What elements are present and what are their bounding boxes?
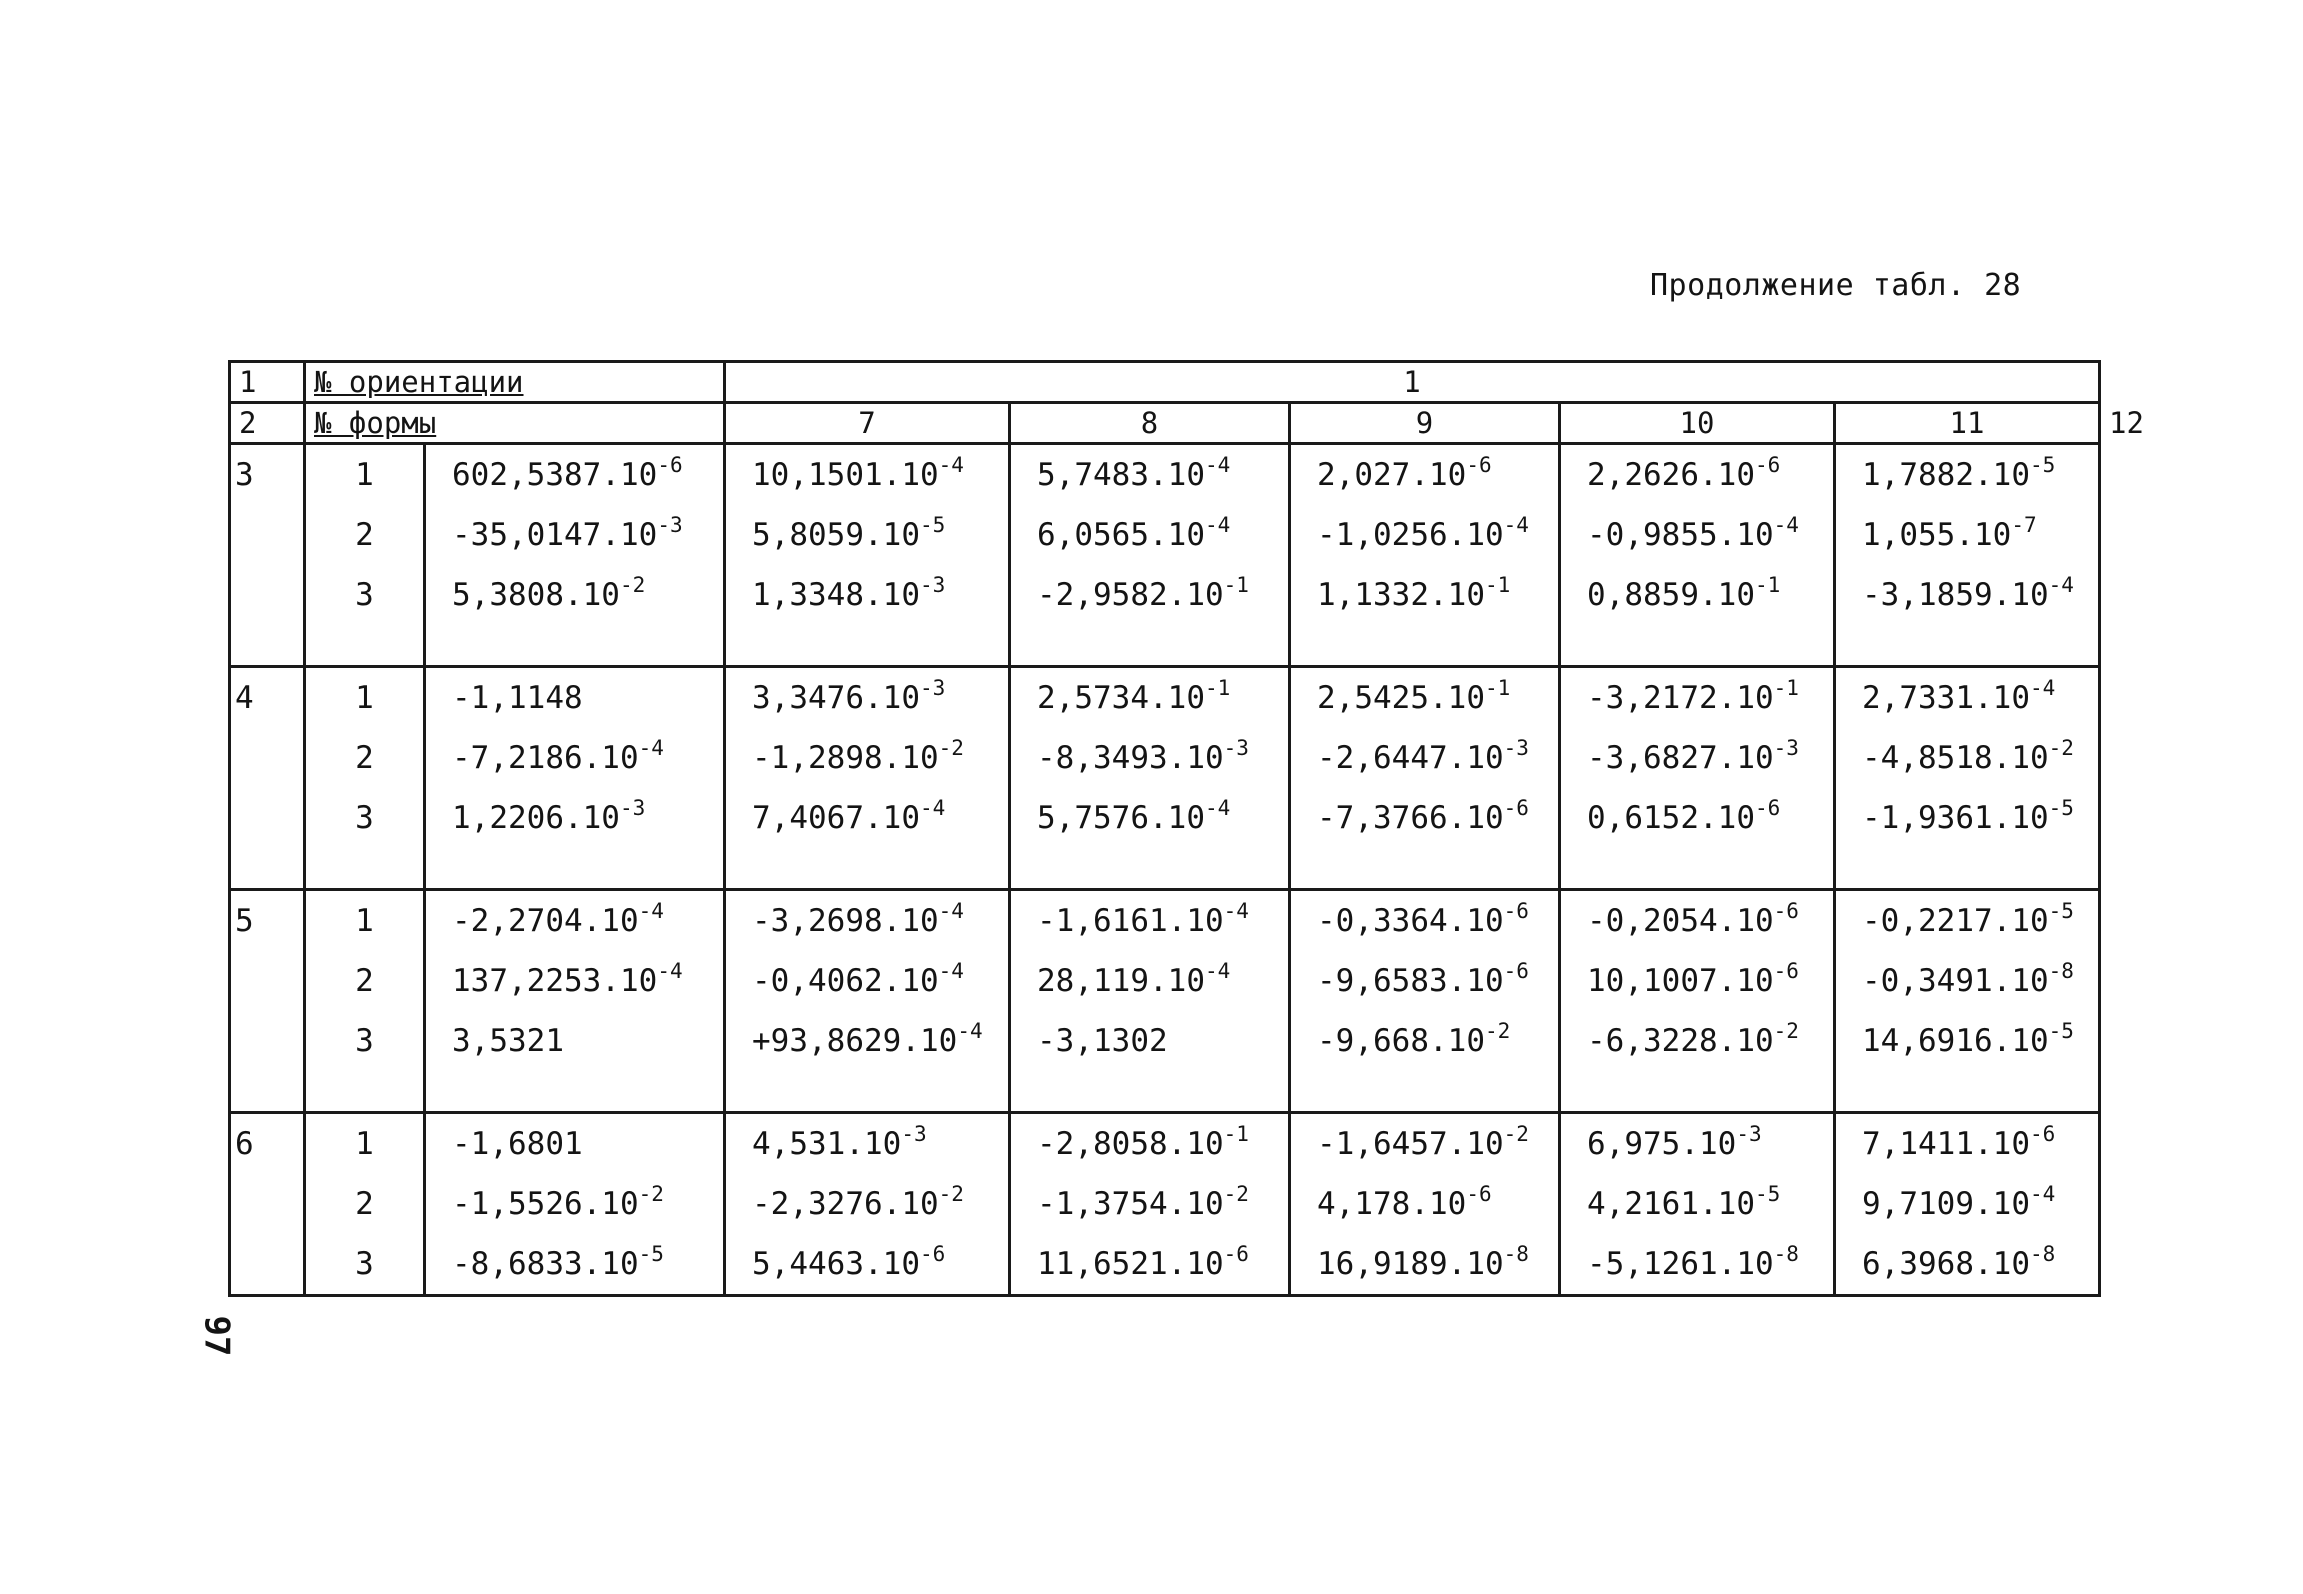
exponent: -6 xyxy=(1755,796,1781,820)
mantissa: -1,3754.10 xyxy=(1037,1186,1224,1222)
value-column-10 xyxy=(1290,890,1560,1113)
value-cell xyxy=(426,1234,723,1294)
exponent: -3 xyxy=(657,513,683,537)
form-number: 2 xyxy=(355,517,374,553)
exponent: -5 xyxy=(2048,899,2074,923)
value-cell xyxy=(726,565,1008,625)
value-cell xyxy=(726,788,1008,848)
mantissa: 7,1411.10 xyxy=(1862,1126,2030,1162)
mantissa: -1,5526.10 xyxy=(452,1186,639,1222)
exponent: -8 xyxy=(2030,1242,2056,1266)
value-column-10 xyxy=(1290,1113,1560,1296)
value-column-7 xyxy=(425,1113,725,1296)
form-cell xyxy=(305,444,425,667)
group-cell xyxy=(230,444,305,667)
value-column-12 xyxy=(1835,890,2100,1113)
value-column-8 xyxy=(725,1113,1010,1296)
value-cell xyxy=(1561,951,1833,1011)
mantissa: 1,3348.10 xyxy=(752,577,920,613)
mantissa: -0,4062.10 xyxy=(752,963,939,999)
value-cell xyxy=(1561,505,1833,565)
mantissa: 2,5425.10 xyxy=(1317,680,1485,716)
value-cell xyxy=(1291,1114,1558,1174)
exponent: -3 xyxy=(619,796,646,820)
group-number: 3 xyxy=(235,457,254,493)
mantissa: -1,1148 xyxy=(452,680,583,716)
mantissa: 602,5387.10 xyxy=(452,457,658,493)
mantissa: 2,5734.10 xyxy=(1037,680,1205,716)
value-cell xyxy=(426,891,723,951)
exponent: -2 xyxy=(1223,1182,1249,1206)
value-cell xyxy=(1836,668,2098,728)
exponent: -5 xyxy=(638,1242,664,1266)
form-number: 3 xyxy=(355,577,374,613)
value-column-8 xyxy=(725,890,1010,1113)
exponent: -8 xyxy=(1773,1242,1799,1266)
exponent: -1 xyxy=(1773,676,1799,700)
exponent: -2 xyxy=(938,1182,964,1206)
exponent: -1 xyxy=(1755,573,1781,597)
table-row xyxy=(230,444,2100,667)
value-cell xyxy=(1011,668,1288,728)
value-cell xyxy=(1011,1174,1288,1234)
form-number: 1 xyxy=(355,680,374,716)
exponent: -3 xyxy=(1773,736,1799,760)
value-cell xyxy=(1561,1011,1833,1071)
value-cell xyxy=(726,891,1008,951)
header-row-form: 2 № формы 7 8 9 10 11 12 xyxy=(230,403,2100,444)
mantissa: 5,7483.10 xyxy=(1037,457,1205,493)
value-cell xyxy=(1011,1114,1288,1174)
value-cell xyxy=(426,1011,723,1071)
orientation-value: 1 xyxy=(725,362,2100,403)
value-column-9 xyxy=(1010,444,1290,667)
mantissa: -35,0147.10 xyxy=(452,517,658,553)
column-header-8: 8 xyxy=(1010,403,1290,444)
value-cell xyxy=(1291,1234,1558,1294)
value-cell xyxy=(726,1011,1008,1071)
value-cell xyxy=(1291,445,1558,505)
header-row-number: 1 xyxy=(230,362,305,403)
mantissa: -5,1261.10 xyxy=(1587,1246,1774,1282)
exponent: -3 xyxy=(1736,1122,1762,1146)
column-header-10: 10 xyxy=(1560,403,1835,444)
mantissa: 11,6521.10 xyxy=(1037,1246,1224,1282)
value-cell xyxy=(1291,565,1558,625)
value-cell xyxy=(1836,565,2098,625)
value-cell xyxy=(1561,891,1833,951)
exponent: -4 xyxy=(1205,513,1231,537)
value-cell xyxy=(1836,445,2098,505)
mantissa: 10,1501.10 xyxy=(752,457,939,493)
exponent: -3 xyxy=(1223,736,1249,760)
value-cell xyxy=(726,445,1008,505)
mantissa: 5,4463.10 xyxy=(752,1246,920,1282)
exponent: -2 xyxy=(1485,1019,1511,1043)
table-row xyxy=(230,667,2100,890)
exponent: -4 xyxy=(2048,573,2074,597)
exponent: -1 xyxy=(1223,573,1249,597)
exponent: -4 xyxy=(2030,676,2056,700)
exponent: -2 xyxy=(638,1182,664,1206)
value-cell xyxy=(1291,668,1558,728)
form-number: 2 xyxy=(355,740,374,776)
value-cell xyxy=(1836,1011,2098,1071)
value-cell xyxy=(1011,951,1288,1011)
mantissa: -3,1302 xyxy=(1037,1023,1168,1059)
column-header-9: 9 xyxy=(1290,403,1560,444)
exponent: -4 xyxy=(657,959,683,983)
mantissa: -8,3493.10 xyxy=(1037,740,1224,776)
exponent: -4 xyxy=(1205,959,1231,983)
table-caption: Продолжение табл. 28 xyxy=(1650,268,2022,303)
mantissa: 2,2626.10 xyxy=(1587,457,1755,493)
value-cell xyxy=(426,788,723,848)
mantissa: -3,2698.10 xyxy=(752,903,939,939)
value-cell xyxy=(1561,728,1833,788)
exponent: -4 xyxy=(638,736,664,760)
mantissa: 1,1332.10 xyxy=(1317,577,1485,613)
exponent: -4 xyxy=(1205,453,1231,477)
mantissa: -2,6447.10 xyxy=(1317,740,1504,776)
mantissa: 4,2161.10 xyxy=(1587,1186,1755,1222)
mantissa: 7,4067.10 xyxy=(752,800,920,836)
exponent: -3 xyxy=(920,676,946,700)
value-column-9 xyxy=(1010,667,1290,890)
exponent: -1 xyxy=(1485,573,1511,597)
exponent: -6 xyxy=(1773,899,1799,923)
mantissa: -1,6457.10 xyxy=(1317,1126,1504,1162)
exponent: -5 xyxy=(2048,1019,2074,1043)
value-column-12 xyxy=(1835,444,2100,667)
value-cell xyxy=(1011,565,1288,625)
exponent: -5 xyxy=(1755,1182,1781,1206)
value-cell xyxy=(1836,788,2098,848)
value-cell xyxy=(1561,445,1833,505)
value-cell xyxy=(1836,1234,2098,1294)
form-number: 2 xyxy=(355,963,374,999)
group-cell xyxy=(230,667,305,890)
mantissa: -3,1859.10 xyxy=(1862,577,2049,613)
mantissa: -6,3228.10 xyxy=(1587,1023,1774,1059)
mantissa: -1,2898.10 xyxy=(752,740,939,776)
group-number: 5 xyxy=(235,903,254,939)
mantissa: 1,055.10 xyxy=(1862,517,2012,553)
mantissa: 2,7331.10 xyxy=(1862,680,2030,716)
exponent: -7 xyxy=(2011,513,2037,537)
mantissa: -0,2054.10 xyxy=(1587,903,1774,939)
mantissa: -2,2704.10 xyxy=(452,903,639,939)
form-number: 1 xyxy=(355,457,374,493)
mantissa: -2,9582.10 xyxy=(1037,577,1224,613)
value-column-11 xyxy=(1560,890,1835,1113)
value-cell xyxy=(726,668,1008,728)
mantissa: +93,8629.10 xyxy=(752,1023,958,1059)
mantissa: 3,5321 xyxy=(452,1023,564,1059)
exponent: -8 xyxy=(1503,1242,1529,1266)
value-cell xyxy=(726,505,1008,565)
value-cell xyxy=(1836,505,2098,565)
value-cell xyxy=(726,728,1008,788)
mantissa: 0,6152.10 xyxy=(1587,800,1755,836)
data-table xyxy=(228,360,2144,1297)
mantissa: 2,027.10 xyxy=(1317,457,1467,493)
mantissa: -7,3766.10 xyxy=(1317,800,1504,836)
value-cell xyxy=(1561,1234,1833,1294)
form-number: 2 xyxy=(355,1186,374,1222)
exponent: -5 xyxy=(2048,796,2074,820)
group-cell xyxy=(230,1113,305,1296)
value-cell xyxy=(1011,1011,1288,1071)
mantissa: -8,6833.10 xyxy=(452,1246,639,1282)
table-row xyxy=(230,890,2100,1113)
exponent: -3 xyxy=(1503,736,1529,760)
mantissa: -9,6583.10 xyxy=(1317,963,1504,999)
column-header-11: 11 xyxy=(1835,403,2100,444)
value-cell xyxy=(726,1234,1008,1294)
form-number: 3 xyxy=(355,800,374,836)
mantissa: 9,7109.10 xyxy=(1862,1186,2030,1222)
mantissa: 10,1007.10 xyxy=(1587,963,1774,999)
mantissa: 3,3476.10 xyxy=(752,680,920,716)
mantissa: 4,178.10 xyxy=(1317,1186,1467,1222)
value-cell xyxy=(1291,891,1558,951)
value-cell xyxy=(1291,951,1558,1011)
group-number: 6 xyxy=(235,1126,254,1162)
mantissa: -3,6827.10 xyxy=(1587,740,1774,776)
value-column-9 xyxy=(1010,890,1290,1113)
header-row-number: 2 xyxy=(230,403,305,444)
exponent: -4 xyxy=(1773,513,1799,537)
page-number: 97 xyxy=(196,1315,237,1357)
value-cell xyxy=(726,1174,1008,1234)
value-cell xyxy=(726,1114,1008,1174)
mantissa: 1,2206.10 xyxy=(452,800,620,836)
value-cell xyxy=(1011,505,1288,565)
value-cell xyxy=(1011,445,1288,505)
mantissa: -0,9855.10 xyxy=(1587,517,1774,553)
value-cell xyxy=(1836,891,2098,951)
value-cell xyxy=(726,951,1008,1011)
mantissa: -0,3491.10 xyxy=(1862,963,2049,999)
group-cell xyxy=(230,890,305,1113)
exponent: -3 xyxy=(901,1122,927,1146)
value-cell xyxy=(1836,728,2098,788)
exponent: -6 xyxy=(1466,1182,1492,1206)
mantissa: -1,9361.10 xyxy=(1862,800,2049,836)
mantissa: 16,9189.10 xyxy=(1317,1246,1504,1282)
mantissa: 4,531.10 xyxy=(752,1126,902,1162)
exponent: -4 xyxy=(938,959,964,983)
value-column-7 xyxy=(425,890,725,1113)
mantissa: 6,3968.10 xyxy=(1862,1246,2030,1282)
mantissa: -1,6801 xyxy=(452,1126,583,1162)
value-cell xyxy=(1291,788,1558,848)
header-row-orientation xyxy=(230,362,2100,403)
exponent: -6 xyxy=(1755,453,1781,477)
value-cell xyxy=(1011,1234,1288,1294)
exponent: -8 xyxy=(2048,959,2074,983)
mantissa: 28,119.10 xyxy=(1037,963,1205,999)
mantissa: -0,3364.10 xyxy=(1317,903,1504,939)
value-column-8 xyxy=(725,667,1010,890)
table-row xyxy=(230,1113,2100,1296)
value-cell xyxy=(426,505,723,565)
value-cell xyxy=(1561,565,1833,625)
exponent: -5 xyxy=(920,513,946,537)
value-column-12 xyxy=(1835,1113,2100,1296)
exponent: -4 xyxy=(1205,796,1231,820)
value-cell xyxy=(1561,1174,1833,1234)
form-cell xyxy=(305,667,425,890)
exponent: -6 xyxy=(1223,1242,1249,1266)
exponent: -6 xyxy=(1503,959,1529,983)
exponent: -1 xyxy=(1205,676,1231,700)
value-cell xyxy=(426,1114,723,1174)
column-header-7: 7 xyxy=(725,403,1010,444)
value-cell xyxy=(1836,1174,2098,1234)
mantissa: 0,8859.10 xyxy=(1587,577,1755,613)
value-cell xyxy=(1561,788,1833,848)
mantissa: -3,2172.10 xyxy=(1587,680,1774,716)
mantissa: -7,2186.10 xyxy=(452,740,639,776)
orientation-label: № ориентации xyxy=(305,362,725,403)
exponent: -2 xyxy=(619,573,646,597)
form-cell xyxy=(305,890,425,1113)
mantissa: 5,3808.10 xyxy=(452,577,620,613)
exponent: -4 xyxy=(1503,513,1529,537)
exponent: -2 xyxy=(938,736,964,760)
value-cell xyxy=(426,728,723,788)
value-cell xyxy=(1011,891,1288,951)
mantissa: -9,668.10 xyxy=(1317,1023,1485,1059)
exponent: -6 xyxy=(1503,899,1529,923)
mantissa: 5,8059.10 xyxy=(752,517,920,553)
value-cell xyxy=(1836,1114,2098,1174)
mantissa: -2,8058.10 xyxy=(1037,1126,1224,1162)
value-column-8 xyxy=(725,444,1010,667)
value-column-7 xyxy=(425,444,725,667)
exponent: -4 xyxy=(2030,1182,2056,1206)
exponent: -6 xyxy=(1773,959,1799,983)
exponent: -2 xyxy=(2048,736,2074,760)
form-number: 3 xyxy=(355,1246,374,1282)
form-cell xyxy=(305,1113,425,1296)
mantissa: 6,0565.10 xyxy=(1037,517,1205,553)
mantissa: 137,2253.10 xyxy=(452,963,658,999)
value-column-11 xyxy=(1560,1113,1835,1296)
exponent: -4 xyxy=(1223,899,1249,923)
mantissa: -0,2217.10 xyxy=(1862,903,2049,939)
form-label: № формы xyxy=(305,403,725,444)
exponent: -6 xyxy=(1503,796,1529,820)
value-column-11 xyxy=(1560,667,1835,890)
mantissa: 14,6916.10 xyxy=(1862,1023,2049,1059)
value-cell xyxy=(1011,788,1288,848)
exponent: -4 xyxy=(638,899,664,923)
mantissa: 1,7882.10 xyxy=(1862,457,2030,493)
form-number: 3 xyxy=(355,1023,374,1059)
value-cell xyxy=(1291,505,1558,565)
value-column-7 xyxy=(425,667,725,890)
exponent: -4 xyxy=(920,796,946,820)
value-cell xyxy=(426,668,723,728)
mantissa: 6,975.10 xyxy=(1587,1126,1737,1162)
value-column-9 xyxy=(1010,1113,1290,1296)
exponent: -2 xyxy=(1773,1019,1799,1043)
value-cell xyxy=(1291,1011,1558,1071)
exponent: -6 xyxy=(1466,453,1492,477)
mantissa: -4,8518.10 xyxy=(1862,740,2049,776)
mantissa: 5,7576.10 xyxy=(1037,800,1205,836)
exponent: -4 xyxy=(938,899,964,923)
value-cell xyxy=(426,1174,723,1234)
value-column-10 xyxy=(1290,444,1560,667)
value-cell xyxy=(426,445,723,505)
value-cell xyxy=(1836,951,2098,1011)
value-cell xyxy=(1291,728,1558,788)
form-number: 1 xyxy=(355,1126,374,1162)
exponent: -2 xyxy=(1503,1122,1529,1146)
exponent: -4 xyxy=(957,1019,983,1043)
exponent: -6 xyxy=(920,1242,946,1266)
exponent: -5 xyxy=(2030,453,2056,477)
value-column-11 xyxy=(1560,444,1835,667)
mantissa: -1,6161.10 xyxy=(1037,903,1224,939)
exponent: -1 xyxy=(1223,1122,1249,1146)
value-cell xyxy=(1011,728,1288,788)
value-column-10 xyxy=(1290,667,1560,890)
exponent: -6 xyxy=(2030,1122,2056,1146)
mantissa: -1,0256.10 xyxy=(1317,517,1504,553)
exponent: -1 xyxy=(1485,676,1511,700)
value-column-12 xyxy=(1835,667,2100,890)
mantissa: -2,3276.10 xyxy=(752,1186,939,1222)
group-number: 4 xyxy=(235,680,254,716)
exponent: -4 xyxy=(938,453,964,477)
form-number: 1 xyxy=(355,903,374,939)
value-cell xyxy=(1561,668,1833,728)
value-cell xyxy=(426,565,723,625)
value-cell xyxy=(426,951,723,1011)
value-cell xyxy=(1291,1174,1558,1234)
value-cell xyxy=(1561,1114,1833,1174)
exponent: -3 xyxy=(920,573,946,597)
exponent: -6 xyxy=(657,453,683,477)
